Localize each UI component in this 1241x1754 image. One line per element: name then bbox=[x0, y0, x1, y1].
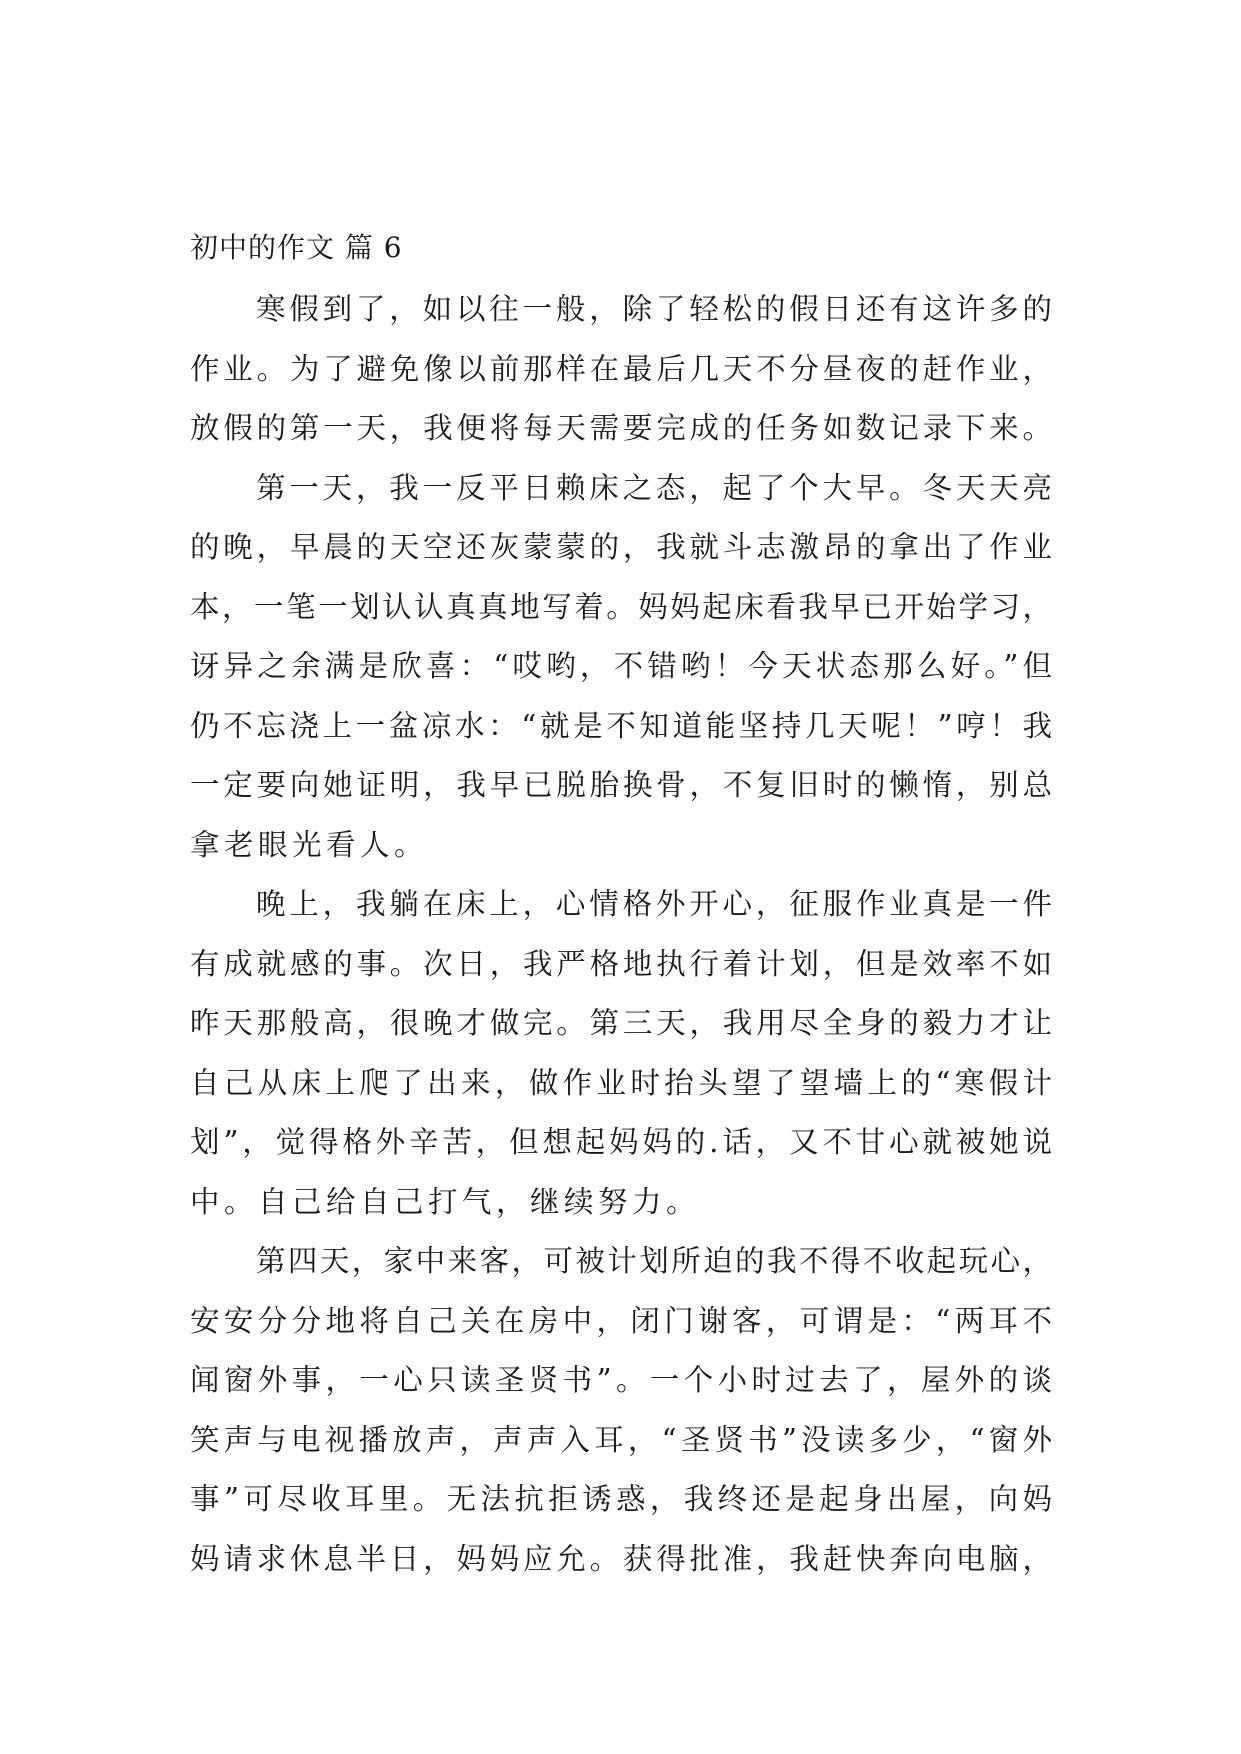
text-line: 的晚，早晨的天空还灰蒙蒙的，我就斗志激昂的拿出了作业 bbox=[190, 530, 1052, 564]
text-line: 拿老眼光看人。 bbox=[190, 827, 429, 862]
paragraph bbox=[190, 1232, 1052, 1589]
text-line: 放假的第一天，我便将每天需要完成的任务如数记录下来。 bbox=[190, 411, 1052, 445]
paragraph bbox=[190, 280, 1052, 459]
text-line: 妈请求休息半日，妈妈应允。获得批准，我赶快奔向电脑， bbox=[190, 1541, 1052, 1576]
text-line: 昨天那般高，很晚才做完。第三天，我用尽全身的毅力才让 bbox=[190, 1006, 1052, 1040]
text-line: 一定要向她证明，我早已脱胎换骨，不复旧时的懒惰，别总 bbox=[190, 768, 1052, 802]
text-line: 本，一笔一划认认真真地写着。妈妈起床看我早已开始学习， bbox=[190, 589, 1052, 624]
text-line: 安安分分地将自己关在房中，闭门谢客，可谓是：“两耳不 bbox=[190, 1303, 1052, 1338]
text-line: 作业。为了避免像以前那样在最后几天不分昼夜的赶作业， bbox=[190, 351, 1052, 386]
text-line: 仍不忘浇上一盆凉水：“就是不知道能坚持几天呢！”哼！我 bbox=[190, 708, 1052, 743]
text-line: 寒假到了，如以往一般，除了轻松的假日还有这许多的 bbox=[256, 292, 1052, 326]
paragraph bbox=[190, 875, 1052, 1232]
text-line: 晚上，我躺在床上，心情格外开心，征服作业真是一件 bbox=[256, 887, 1052, 921]
text-line: 闻窗外事，一心只读圣贤书”。一个小时过去了，屋外的谈 bbox=[190, 1363, 1052, 1397]
text-line: 中。自己给自己打气，继续努力。 bbox=[190, 1184, 701, 1219]
document-body bbox=[190, 218, 1052, 1589]
paragraph bbox=[190, 459, 1052, 876]
text-line: 第一天，我一反平日赖床之态，起了个大早。冬天天亮 bbox=[256, 470, 1052, 505]
text-line: 有成就感的事。次日，我严格地执行着计划，但是效率不如 bbox=[190, 946, 1052, 981]
text-line: 笑声与电视播放声，声声入耳，“圣贤书”没读多少，“窗外 bbox=[190, 1422, 1052, 1457]
text-line: 划”，觉得格外辛苦，但想起妈妈的.话，又不甘心就被她说 bbox=[190, 1125, 1052, 1159]
text-line: 自己从床上爬了出来，做作业时抬头望了望墙上的“寒假计 bbox=[190, 1065, 1052, 1100]
text-line: 事”可尽收耳里。无法抗拒诱惑，我终还是起身出屋，向妈 bbox=[190, 1482, 1052, 1516]
text-line: 讶异之余满是欣喜：“哎哟，不错哟！今天状态那么好。”但 bbox=[190, 649, 1052, 683]
document-title: 初中的作文 篇 6 bbox=[190, 231, 403, 264]
text-line: 第四天，家中来客，可被计划所迫的我不得不收起玩心， bbox=[256, 1244, 1052, 1278]
